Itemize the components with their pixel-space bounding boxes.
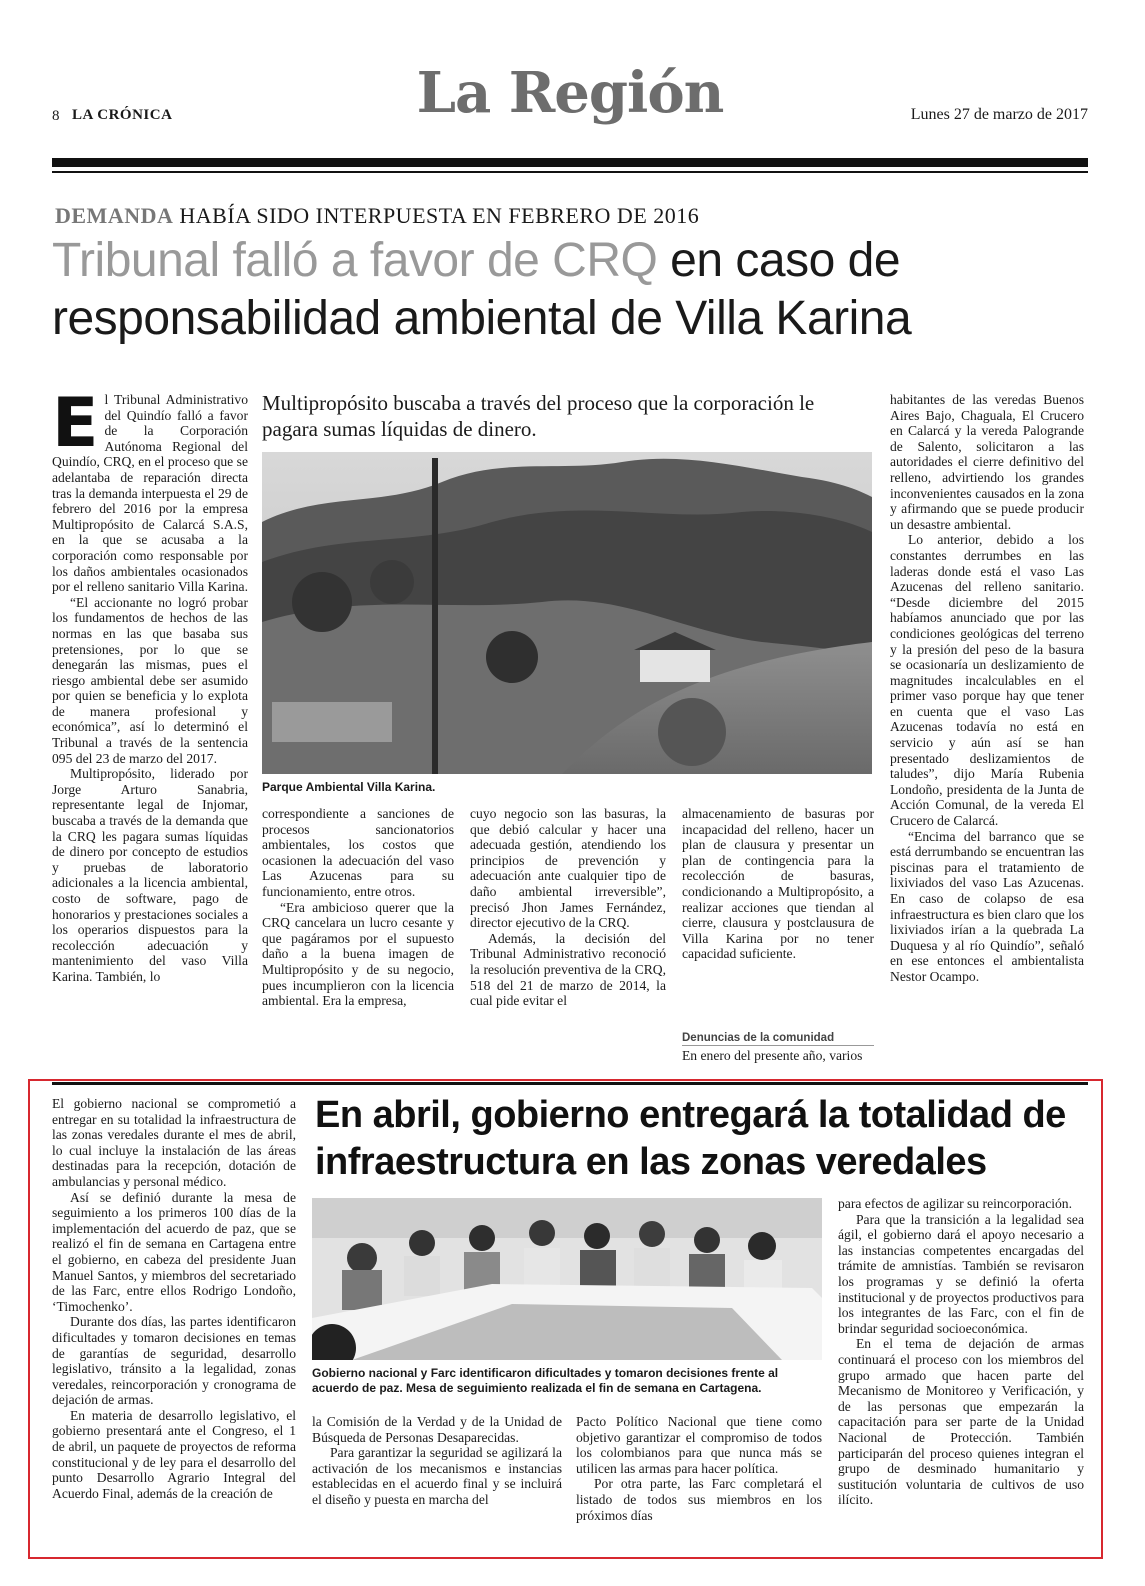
article1-subhead: Denuncias de la comunidad bbox=[682, 1032, 874, 1046]
paragraph: habitantes de las veredas Buenos Aires Bajo, Chaguala, El Crucero en Calarcá y la vereda Palogrande de Salento, solicitaron a las autoridades el cierre definitivo del relleno, advirtiendo los grandes inconvenientes causados en la zona y afirmando que se puede producir un desastre ambiental. bbox=[890, 392, 1084, 532]
paragraph: Por otra parte, las Farc completará el listado de todos sus miembros en los próximos días bbox=[576, 1476, 822, 1523]
page-number: 8 bbox=[52, 108, 60, 124]
article1-column-4-continued bbox=[682, 1048, 874, 1064]
paragraph: la Comisión de la Verdad y de la Unidad de Búsqueda de Personas Desaparecidas. bbox=[312, 1414, 562, 1445]
header-rule-thin bbox=[52, 171, 1088, 173]
hillside-landscape-image bbox=[262, 452, 872, 774]
article1-column-2 bbox=[262, 806, 454, 1009]
paragraph: Además, la decisión del Tribunal Administrativo reconoció la resolución preventiva de la CRQ, 518 del 21 de marzo de 2014, la cual pide evitar el bbox=[470, 930, 666, 1009]
article1-photo-caption: Parque Ambiental Villa Karina. bbox=[262, 780, 436, 794]
article1-kicker bbox=[55, 203, 699, 229]
paragraph: almacenamiento de basuras por incapacidad del relleno, hacer un plan de clausura y presentar un plan de contingencia para la recolección de basuras, condicionando a Multipropósito, a realizar acciones que tiendan al cierre, clausura y postclausura de Villa Karina por no tener capacidad suficiente. bbox=[682, 806, 874, 962]
headline-gray-part: Tribunal falló a favor de CRQ bbox=[52, 234, 658, 287]
article1-column-3 bbox=[470, 806, 666, 1009]
article2-column-1 bbox=[52, 1096, 296, 1501]
paragraph: En el tema de dejación de armas continuará el proceso con los miembros del grupo armado que hacen parte del Mecanismo de Monitoreo y Verificación, y de las personas que empezarán la capacitación para ser parte de la Unidad Nacional de Protección. También participarán del proceso quienes integran el grupo de desminado humanitario y sustitución voluntaria de cultivos de uso ilícito. bbox=[838, 1336, 1084, 1508]
kicker-text: HABÍA SIDO INTERPUESTA EN FEBRERO DE 2016 bbox=[179, 203, 700, 228]
headline-dark-part: en caso de responsabilidad ambiental de Villa Karina bbox=[52, 234, 912, 345]
paragraph: cuyo negocio son las basuras, la que debió calcular y hacer una adecuada gestión, atendiendo los principios de prevención y adecuación ante cualquier tipo de daño ambiental irreversible”, precisó Jhon James Fernández, director ejecutivo de la CRQ. bbox=[470, 806, 666, 931]
landfill-photo bbox=[262, 452, 872, 774]
paragraph: Para garantizar la seguridad se agilizará la activación de los mecanismos e instancias establecidas en el acuerdo final y se incluirá el diseño y puesta en marcha del bbox=[312, 1445, 562, 1507]
paragraph: para efectos de agilizar su reincorporación. bbox=[838, 1196, 1072, 1211]
header-rule-thick bbox=[52, 158, 1088, 167]
paragraph: “Encima del barranco que se está derrumbando se encuentran las piscinas para el tratamiento de lixiviados del vaso Las Azucenas. En caso de colapso de esa infraestructura es bien claro que los lixiviados irían a la quebrada La Duquesa y al río Quindío”, señaló en ese entonces el ambientalista Nestor Ocampo. bbox=[890, 828, 1084, 984]
article2-column-4 bbox=[838, 1196, 1084, 1508]
paragraph: El gobierno nacional se comprometió a entregar en su totalidad la infraestructura de las zonas veredales durante el mes de abril, lo cual incluye la instalación de las áreas destinadas para la recepción, dotación de ambulancias y personal médico. bbox=[52, 1096, 296, 1189]
article1-headline bbox=[52, 232, 1092, 348]
paragraph: correspondiente a sanciones de procesos sancionatorios ambientales, los costos que ocasionen la adecuación del vaso Las Azucenas para su funcionamiento, entre otros. bbox=[262, 806, 454, 899]
paragraph: Para que la transición a la legalidad sea ágil, el gobierno dará el apoyo necesario a las instancias competentes encargadas del trámite de amnistías. También se revisaron los programas y se definió la oferta institucional y de proyectos productivos para los integrantes de las Farc, con el fin de brindar seguridad socioeconómica. bbox=[838, 1211, 1084, 1336]
section-title: La Región bbox=[416, 60, 724, 126]
kicker-tag: DEMANDA bbox=[55, 203, 174, 228]
dropcap: E bbox=[52, 384, 99, 463]
newspaper-name: LA CRÓNICA bbox=[72, 107, 173, 123]
article1-column-4 bbox=[682, 806, 874, 962]
paragraph: Multipropósito, liderado por Jorge Arturo Sanabria, representante legal de Injomar, buscaba a través de la demanda que la CRQ les pagara sumas líquidas de dinero por concepto de estudios y pruebas de laboratorio adicionales a la licencia ambiental, costo de software, pago de honorarios y prestaciones sociales a los operarios dispuestos para la recolección adecuación y mantenimiento del vaso Villa Karina. También, lo bbox=[52, 766, 248, 984]
article2-column-3 bbox=[576, 1414, 822, 1523]
paragraph: “Era ambicioso querer que la CRQ cancelara un lucro cesante y que pagáramos por el supuesto daño a la buena imagen de Multipropósito y de su negocio, pues incumplieron con la licencia ambiental. Era la empresa, bbox=[262, 899, 454, 1009]
paragraph: Así se definió durante la mesa de seguimiento a los primeros 100 días de la implementación del acuerdo de paz, que se realizó el fin de semana en Cartagena entre el gobierno, en cabeza del presidente Juan Manuel Santos, y miembros del secretariado de las Farc, entre ellos Rodrigo Londoño, ‘Timochenko’. bbox=[52, 1189, 296, 1314]
paragraph: Pacto Político Nacional que tiene como objetivo garantizar el compromiso de todos los colombianos para que nunca más se utilicen las armas para hacer política. bbox=[576, 1414, 822, 1476]
article1-column-5 bbox=[890, 392, 1084, 985]
issue-date: Lunes 27 de marzo de 2017 bbox=[910, 106, 1088, 123]
paragraph: Durante dos días, las partes identificaron dificultades y tomaron decisiones en temas de garantías de seguridad, desarrollo legislativo, tránsito a la legalidad, zonas veredales, reincorporación y cronograma de dejación de armas. bbox=[52, 1314, 296, 1408]
paragraph: Lo anterior, debido a los constantes derrumbes en las laderas donde está el vaso Las Azucenas del relleno sanitario. “Desde diciembre del 2015 habíamos anunciado que por las condiciones geológicas del terreno y la presión del peso de la basura se ocasionaría un deslizamiento de magnitudes incalculables en el primer vaso porque hay que tener en cuenta que el vaso Las Azucenas todavía no está en servicio y aún así se han presentado deslizamientos de taludes”, dijo María Rubenia Londoño, presidenta de la Junta de Acción Comunal, de la vereda El Crucero de Calarcá. bbox=[890, 532, 1084, 829]
article1-deck: Multipropósito buscaba a través del proceso que la corporación le pagara sumas líquidas de dinero. bbox=[262, 391, 815, 441]
article2-top-rule bbox=[52, 1082, 1088, 1085]
article2-column-2 bbox=[312, 1414, 562, 1508]
paragraph: El Tribunal Administrativo del Quindío falló a favor de la Corporación Autónoma Regional del Quindío, CRQ, en el proceso que se adelantaba de reparación directa tras la demanda interpuesta el 29 de febrero del 2016 por la empresa Multipropósito de Calarcá S.A.S, en la que se acusaba a la corporación como responsable por los daños ambientales ocasionados por el relleno sanitario Villa Karina. bbox=[52, 384, 248, 595]
article1-column-1 bbox=[52, 384, 248, 985]
page-header bbox=[52, 60, 1088, 150]
meeting-photo bbox=[312, 1198, 822, 1360]
paragraph: En materia de desarrollo legislativo, el gobierno presentará ante el Congreso, el 1 de abril, un paquete de proyectos de reforma constitucional y de ley para el desarrollo del punto Desarrollo Agrario Integral del Acuerdo Final, además de la creación de bbox=[52, 1407, 296, 1501]
paragraph: En enero del presente año, varios bbox=[682, 1048, 863, 1063]
paragraph: “El accionante no logró probar los fundamentos de hechos de las normas en las que basaba sus pretensiones, por lo que se denegarán las mismas, pues el riesgo ambiental debe ser asumido por quien se beneficia y lo explota de manera profesional y económica”, así lo determinó el Tribunal a través de la sentencia 095 del 23 de marzo del 2017. bbox=[52, 594, 248, 766]
article2-photo-caption: Gobierno nacional y Farc identificaron dificultades y tomaron decisiones frente al acuerdo de paz. Mesa de seguimiento realizada el fin de semana en Cartagena. bbox=[312, 1366, 779, 1395]
article2-headline: En abril, gobierno entregará la totalidad de infraestructura en las zonas veredales bbox=[315, 1094, 1066, 1183]
meeting-table-image bbox=[312, 1198, 822, 1360]
